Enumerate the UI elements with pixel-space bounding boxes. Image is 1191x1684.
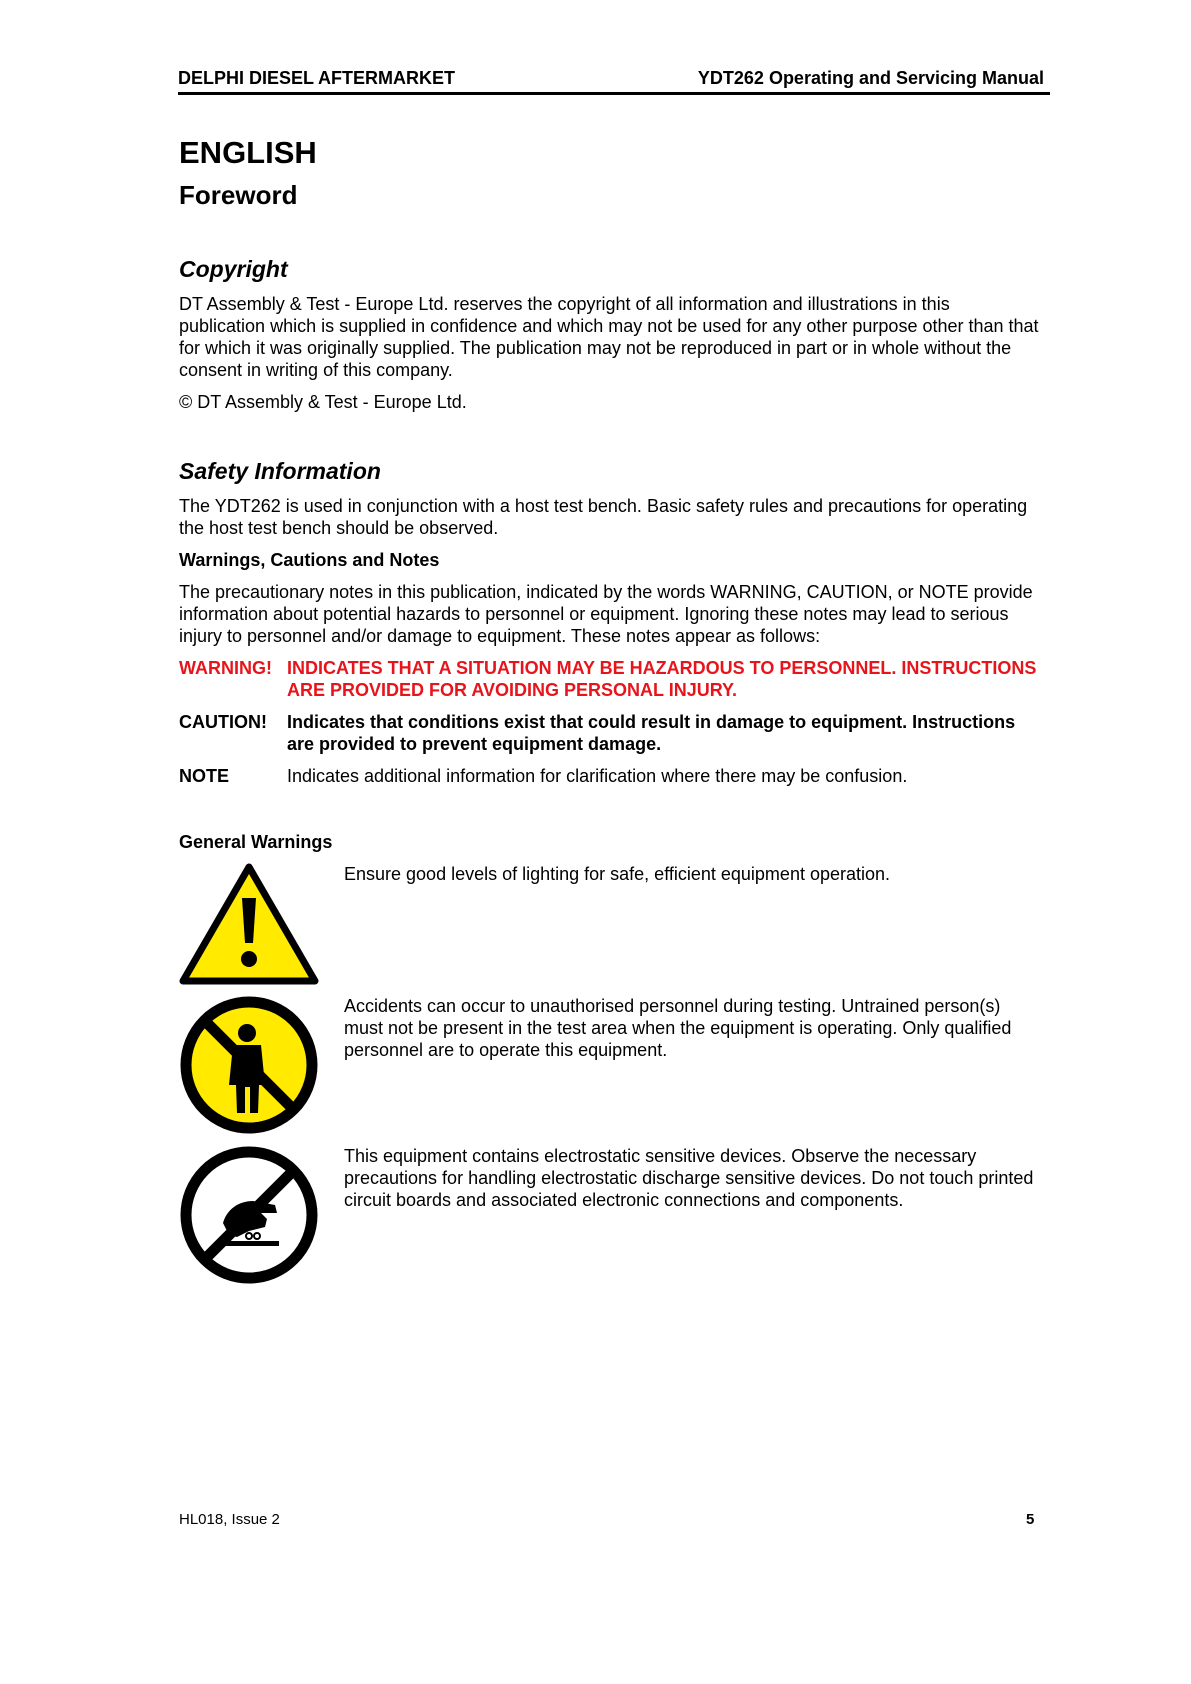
footer-page-number: 5 bbox=[1026, 1511, 1035, 1528]
notes-heading: Warnings, Cautions and Notes bbox=[179, 550, 440, 570]
warning-tag: WARNING! bbox=[179, 658, 272, 678]
page-content bbox=[179, 135, 1039, 1285]
safety-intro: The YDT262 is used in conjunction with a host test bench. Basic safety rules and precautions for operating the host test bench should be observed. bbox=[179, 496, 1028, 538]
footer-doc-ref: HL018, Issue 2 bbox=[179, 1511, 280, 1528]
header-company: DELPHI DIESEL AFTERMARKET bbox=[178, 68, 456, 88]
header-manual-title: YDT262 Operating and Servicing Manual bbox=[697, 68, 1044, 88]
page-header bbox=[178, 64, 1050, 95]
general-warning-text: Accidents can occur to unauthorised personnel during testing. Untrained person(s) must not be present in the test area when the equipment is operating. Only qualified personnel are to operate this equipment. bbox=[344, 996, 1012, 1060]
general-warnings-heading: General Warnings bbox=[179, 832, 333, 852]
general-warning-text: Ensure good levels of lighting for safe, efficient equipment operation. bbox=[344, 864, 891, 884]
foreword-title: Foreword bbox=[179, 180, 298, 210]
note-text: Indicates additional information for clarification where there may be confusion. bbox=[287, 766, 908, 786]
warning-note bbox=[179, 657, 1039, 701]
copyright-notice: © DT Assembly & Test - Europe Ltd. bbox=[179, 392, 467, 412]
language-title: ENGLISH bbox=[179, 135, 317, 170]
note-note bbox=[179, 765, 1039, 787]
warning-text: INDICATES THAT A SITUATION MAY BE HAZARDOUS TO PERSONNEL. INSTRUCTIONS ARE PROVIDED FOR AVOIDING PERSONAL INJURY. bbox=[287, 658, 1037, 700]
caution-tag: CAUTION! bbox=[179, 712, 267, 732]
copyright-body: DT Assembly & Test - Europe Ltd. reserves the copyright of all information and illustrations in this publication which is supplied in confidence and which may not be used for any other purpose other than that for which it was originally supplied. The publication may not be reproduced in part or in whole without the consent in writing of this company. bbox=[179, 294, 1039, 380]
general-warning-triangle-icon bbox=[179, 863, 344, 993]
general-warning-item bbox=[179, 1145, 1039, 1285]
note-tag: NOTE bbox=[179, 766, 230, 786]
caution-note bbox=[179, 711, 1039, 755]
general-warning-item bbox=[179, 863, 1039, 993]
general-warning-item bbox=[179, 995, 1039, 1143]
copyright-heading: Copyright bbox=[179, 256, 288, 282]
notes-intro: The precautionary notes in this publication, indicated by the words WARNING, CAUTION, or NOTE provide information about potential hazards to personnel or equipment. Ignoring these notes may lead to serious injury to personnel and/or damage to equipment. These notes appear as follows: bbox=[179, 582, 1033, 646]
safety-heading: Safety Information bbox=[179, 458, 381, 484]
general-warning-text: This equipment contains electrostatic sensitive devices. Observe the necessary precautions for handling electrostatic discharge sensitive devices. Do not touch printed circuit boards and associated electronic connections and components. bbox=[344, 1146, 1034, 1210]
no-unauthorised-persons-icon bbox=[179, 995, 344, 1143]
no-touch-electrostatic-icon bbox=[179, 1145, 344, 1285]
caution-text: Indicates that conditions exist that could result in damage to equipment. Instructions are provided to prevent equipment damage. bbox=[287, 712, 1016, 754]
